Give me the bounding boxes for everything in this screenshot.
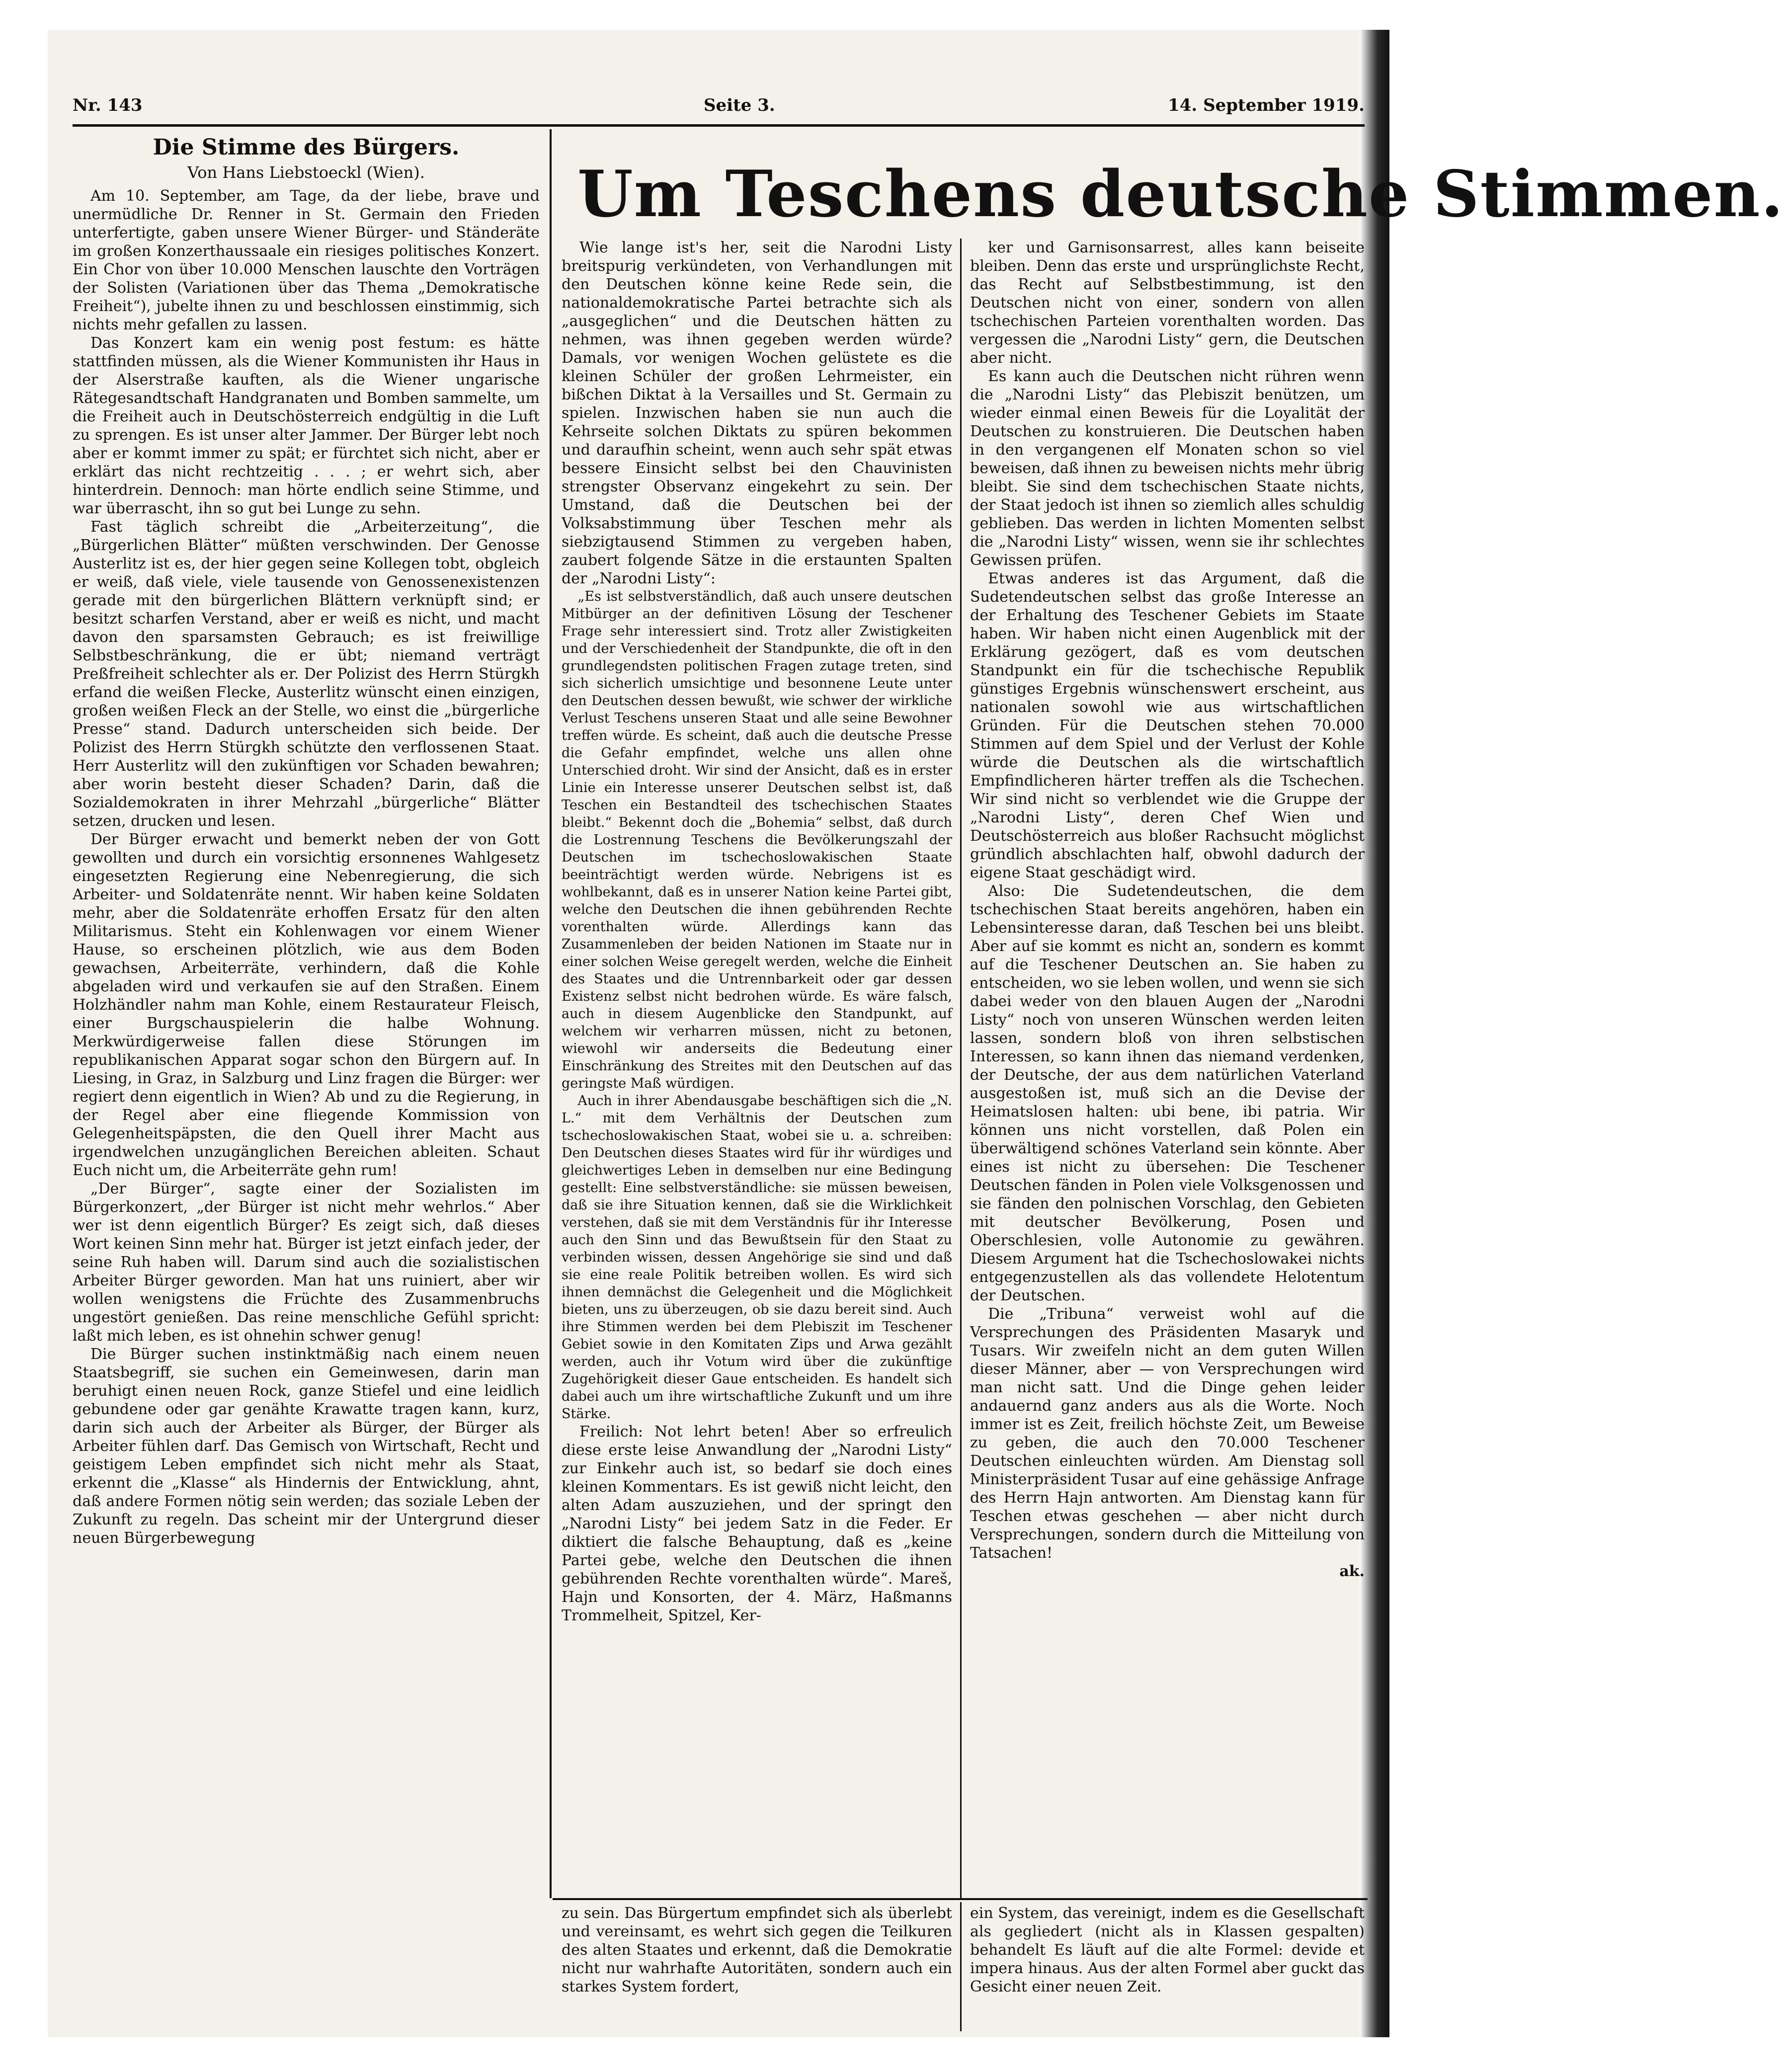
quoted-paragraph: „Es ist selbstverständlich, daß auch unsere deutschen Mitbürger an der definitiven Lösung der Teschener Frage sehr interessiert sind. Trotz aller Zwistigkeiten und der Verschiedenheit der Standpunkte, die oft in den grundlegendsten politischen Fragen zutage treten, sind sich sicherlich umsichtige und besonnene Leute unter den Deutschen dessen bewußt, wie schwer der wirkliche Verlust Teschens unseren Staat und alle seine Bewohner treffen würde. Es scheint, daß auch die deutsche Presse die Gefahr empfindet, welche uns allen ohne Unterschied droht. Wir sind der Ansicht, daß es in erster Linie ein Interesse unserer Deutschen selbst ist, daß Teschen ein Bestandteil des tschechischen Staates bleibt.“ Bekennt doch die „Bohemia“ selbst, daß durch die Lostrennung Teschens die Bevölkerungszahl der Deutschen im tschechoslowakischen Staate beeinträchtigt werden würde. Nebrigens ist es wohlbekannt, daß es in unserer Nation keine Partei gibt, welche den Deutschen die ihnen gebührenden Rechte vorenthalten würde. Allerdings kann das Zusammenleben der beiden Nationen im Staate nur in einer solchen Weise geregelt werden, welche die Einheit des Staates und die Untrennbarkeit oder gar dessen Existenz selbst nicht bedrohen würde. Es wäre falsch, auch in diesem Augenblicke den Standpunkt, auf welchem wir verharren müssen, nicht zu betonen, wiewohl wir anderseits die Bedeutung einer Einschränkung des Streites mit den Deutschen auf das geringste Maß würdigen. bbox=[562, 589, 952, 1091]
main-paragraph: Es kann auch die Deutschen nicht rühren wenn die „Narodni Listy“ das Plebiszit benützen, um wieder einmal einen Beweis für die Loyalität der Deutschen zu konstruieren. Die Deutschen haben in den vergangenen elf Monaten schon so viel beweisen, daß ihnen zu beweisen nichts mehr übrig bleibt. Sie sind dem tschechischen Staate nichts, der Staat jedoch ist ihnen so ziemlich alles schuldig geblieben. Das werden in lichten Momenten selbst die „Narodni Listy“ wissen, wenn sie ihr schlechtes Gewissen prüfen. bbox=[970, 368, 1365, 569]
main-article-col1 bbox=[562, 239, 952, 1896]
left-paragraph: Am 10. September, am Tage, da der liebe, brave und unermüdliche Dr. Renner in St. Germain den Frieden unterfertigte, gaben unsere Wiener Bürger- und Ständeräte im großen Konzerthaussaale ein riesiges politisches Konzert. Ein Chor von über 10.000 Menschen lauschte den Vorträgen der Solisten (Variationen über das Thema „Demokratische Freiheit“), jubelte ihnen zu und beschlossen einstimmig, sich nichts mehr gefallen zu lassen. bbox=[73, 187, 540, 333]
column-rule-middle bbox=[960, 239, 962, 1898]
left-article-title: Die Stimme des Bürgers. bbox=[153, 135, 460, 160]
main-headline: Um Teschens deutsche Stimmen. bbox=[577, 157, 1784, 232]
left-paragraph: Das Konzert kam ein wenig post festum: es hätte stattfinden müssen, als die Wiener Kommunisten ihr Haus in der Alserstraße kauften, als die Wiener ungarische Rätegesandtschaft Handgranaten und Bomben sammelte, um die Freiheit auch in Deutschösterreich endgültig in die Luft zu sprengen. Es ist unser alter Jammer. Der Bürger lebt noch aber er kommt immer zu spät; er fürchtet sich nicht, aber er erklärt das nicht rechtzeitig . . . ; er wehrt sich, aber hinterdrein. Dennoch: man hörte endlich seine Stimme, und war überrascht, ihn so gut bei Lunge zu sehn. bbox=[73, 334, 540, 517]
main-paragraph: Also: Die Sudetendeutschen, die dem tschechischen Staat bereits angehören, haben ein Lebensinteresse daran, daß Teschen bei uns bleibt. Aber auf sie kommt es nicht an, sondern es kommt auf die Teschener Deutschen an. Sie haben zu entscheiden, wo sie leben wollen, und wenn sie sich dabei weder von den blauen Augen der „Narodni Listy“ noch von unseren Wünschen werden leiten lassen, sondern bloß von ihren selbstischen Interessen, so kann ihnen das niemand verdenken, der Deutsche, der aus dem natürlichen Vaterland ausgestoßen ist, muß sich an die Devise der Heimatslosen halten: ubi bene, ibi patria. Wir können uns nicht vorstellen, daß Polen ein überwältigend schönes Vaterland sein könnte. Aber eines ist nicht zu übersehen: Die Teschener Deutschen fänden in Polen viele Volksgenossen und sie fänden den polnischen Vorschlag, den Gebieten mit deutscher Bevölkerung, Posen und Oberschlesien, volle Autonomie zu gewähren. Diesem Argument hat die Tschechoslowakei nichts entgegenzustellen als das vollendete Helotentum der Deutschen. bbox=[970, 882, 1365, 1304]
continuation-col2 bbox=[970, 1904, 1365, 2028]
left-paragraph: Die Bürger suchen instinktmäßig nach einem neuen Staatsbegriff, sie suchen ein Gemeinwesen, darin man beruhigt einen neuen Rock, ganze Stiefel und eine leidlich gebundene oder gar genähte Krawatte tragen kann, kurz, darin sich auch der Arbeiter als Bürger, der Bürger als Arbeiter fühlen darf. Das Gemisch von Wirtschaft, Recht und geistigem Leben empfindet sich nicht mehr als Staat, erkennt die „Klasse“ als Hindernis der Entwicklung, ahnt, daß andere Formen nötig sein werden; das soziale Leben der Zukunft zu regeln. Das scheint mir der Untergrund dieser neuen Bürgerbewegung bbox=[73, 1346, 540, 1547]
continuation-text: ein System, das vereinigt, indem es die Gesellschaft als gegliedert (nicht als in Klassen gespalten) behandelt Es läuft auf die alte Formel: devide et impera hinaus. Aus der alten Formel aber guckt das Gesicht einer neuen Zeit. bbox=[970, 1905, 1365, 1995]
issue-date: 14. September 1919. bbox=[1168, 95, 1365, 115]
column-rule-left bbox=[550, 129, 552, 1898]
main-paragraph: Wie lange ist's her, seit die Narodni Listy breitspurig verkündeten, von Verhandlungen mit den Deutschen könne keine Rede sein, die nationaldemokratische Partei betrachte sich als „ausgeglichen“ und die Deutschen hätten zu nehmen, was ihnen gegeben werden würde? Damals, vor wenigen Wochen gelüstete es die kleinen Schüler der großen Lehrmeister, ein bißchen Diktat à la Versailles und St. Germain zu spielen. Inzwischen haben sie nun auch die Kehrseite solchen Diktats zu spüren bekommen und daraufhin scheint, wenn auch sehr spät etwas bessere Einsicht selbst bei den Chauvinisten strengster Observanz eingekehrt zu sein. Der Umstand, daß die Deutschen bei der Volksabstimmung über Teschen mehr als siebzigtausend Stimmen zu vergeben haben, zaubert folgende Sätze in die erstaunten Spalten der „Narodni Listy“: bbox=[562, 239, 952, 587]
main-paragraph: ker und Garnisonsarrest, alles kann beiseite bleiben. Denn das erste und ursprünglichste Recht, das Recht auf Selbstbestimmung, ist den Deutschen nicht von einer, sondern von allen tschechischen Parteien vorenthalten worden. Das vergessen die „Narodni Listy“ gern, die Deutschen aber nicht. bbox=[970, 239, 1365, 367]
article-signature: ak. bbox=[1339, 1563, 1365, 1580]
continuation-col1 bbox=[562, 1904, 952, 2028]
article-end-rule bbox=[553, 1898, 1368, 1900]
page-header bbox=[73, 95, 1365, 125]
newspaper-page bbox=[48, 30, 1784, 2037]
left-article bbox=[73, 132, 540, 2035]
left-paragraph: „Der Bürger“, sagte einer der Sozialisten im Bürgerkonzert, „der Bürger ist nicht mehr wehrlos.“ Aber wer ist denn eigentlich Bürger? Es zeigt sich, daß dieses Wort keinen Sinn mehr hat. Bürger ist jetzt einfach jeder, der seine Ruh haben will. Darum sind auch die sozialistischen Arbeiter Bürger geworden. Man hat uns ruiniert, aber wir wollen wenigstens die Früchte des Zusammenbruchs ungestört genießen. Das reine menschliche Gefühl spricht: laßt mich leben, es ist ohnehin schwer genug! bbox=[73, 1180, 540, 1345]
continuation-text: zu sein. Das Bürgertum empfindet sich als überlebt und vereinsamt, es wehrt sich gegen die Teilkuren des alten Staates und erkennt, daß die Demokratie nicht nur wahrhafte Autoritäten, sondern auch ein starkes System fordert, bbox=[562, 1905, 952, 1995]
header-rule bbox=[73, 124, 1365, 127]
main-article-col2 bbox=[970, 239, 1365, 1896]
left-paragraph: Der Bürger erwacht und bemerkt neben der von Gott gewollten und durch ein vorsichtig ersonnenes Wahlgesetz eingesetzten Regierung eine Nebenregierung, die sich Arbeiter- und Soldatenräte nennt. Wir haben keine Soldaten mehr, aber die Soldatenräte erhoffen Ersatz für den alten Militarismus. Steht ein Kohlenwagen vor einem Wiener Hause, so erscheinen plötzlich, wie aus dem Boden gewachsen, Arbeiterräte, verhindern, daß die Kohle abgeladen wird und verkaufen sie auf den Straßen. Einem Holzhändler nahm man Kohle, einem Restaurateur Fleisch, einer Burgschauspielerin die halbe Wohnung. Merkwürdigerweise fallen diese Störungen im republikanischen Apparat sogar schon den Bürgern auf. In Liesing, in Graz, in Salzburg und Linz fragen die Bürger: wer regiert denn eigentlich in Wien? Ab und zu die Regierung, in der Regel aber eine fliegende Kommission von Gelegenheitspäpsten, die den Quell ihrer Macht aus irgendwelchen unzugänglichen Bereichen ableiten. Schaut Euch nicht um, die Arbeiterräte gehn rum! bbox=[73, 831, 540, 1179]
issue-number: Nr. 143 bbox=[73, 95, 143, 115]
left-paragraph: Fast täglich schreibt die „Arbeiterzeitung“, die „Bürgerlichen Blätter“ müßten verschwinden. Der Genosse Austerlitz ist es, der hier gegen seine Kollegen tobt, obgleich er weiß, daß viele, viele tausende von Genossenexistenzen gerade mit den bürgerlichen Blättern verknüpft sind; er besitzt scharfen Verstand, aber er weiß es nicht, und macht davon den sparsamsten Gebrauch; es ist freiwillige Selbstbeschränkung, die er übt; niemand verträgt Preßfreiheit schlechter als er. Der Polizist des Herrn Stürgkh erfand die weißen Flecke, Austerlitz wünscht einen einzigen, großen weißen Fleck an der Stelle, wo einst die „bürgerliche Presse“ stand. Dadurch unterscheiden sich beide. Der Polizist des Herrn Stürgkh schützte den verflossenen Staat. Herr Austerlitz will den zukünftigen vor Schaden bewahren; aber worin besteht dieser Schaden? Darin, daß die Sozialdemokraten in ihrer Mehrzahl „bürgerliche“ Blätter setzen, drucken und lesen. bbox=[73, 518, 540, 830]
main-paragraph: Die „Tribuna“ verweist wohl auf die Versprechungen des Präsidenten Masaryk und Tusars. Wir zweifeln nicht an dem guten Willen dieser Männer, aber — von Versprechungen wird man nicht satt. Und die Dinge gehen leider andauernd ganz anders aus als die Worte. Noch immer ist es Zeit, freilich höchste Zeit, um Beweise zu geben, die auch den 70.000 Teschener Deutschen einleuchten würden. Am Dienstag soll Ministerpräsident Tusar auf eine gehässige Anfrage des Herrn Hajn antworten. Am Dienstag kann für Teschen etwas geschehen — aber nicht durch Versprechungen, sondern durch die Mitteilung von Tatsachen! bbox=[970, 1305, 1365, 1562]
continuation-rule bbox=[960, 1902, 962, 2031]
main-paragraph: Etwas anderes ist das Argument, daß die Sudetendeutschen selbst das große Interesse an der Erhaltung des Teschener Gebiets im Staate haben. Wir haben nicht einen Augenblick mit der Erklärung gezögert, daß es vom deutschen Standpunkt ein für die tschechische Republik günstiges Ergebnis wünschenswert erscheint, aus nationalen sowohl wie aus wirtschaftlichen Gründen. Für die Deutschen stehen 70.000 Stimmen auf dem Spiel und der Verlust der Kohle würde die Deutschen als die wirtschaftlich Empfindlicheren härter treffen als die Tschechen. Wir sind nicht so verblendet wie die Gruppe der „Narodni Listy“, deren Chef Wien und Deutschösterreich aus bloßer Rachsucht möglichst gründlich abschlachten half, obwohl dadurch der eigene Staat geschädigt wird. bbox=[970, 570, 1365, 881]
main-paragraph: Freilich: Not lehrt beten! Aber so erfreulich diese erste leise Anwandlung der „Narodni Listy“ zur Einkehr auch ist, so bedarf sie doch eines kleinen Kommentars. Es ist gewiß nicht leicht, den alten Adam auszuziehen, und der springt den „Narodni Listy“ bei jedem Satz in die Feder. Er diktiert die falsche Behauptung, daß es „keine Partei gebe, welche den Deutschen die ihnen gebührenden Rechte vorenthalten würde“. Mareš, Hajn und Konsorten, der 4. März, Haßmanns Trommelheit, Spitzel, Ker- bbox=[562, 1423, 952, 1624]
page-number: Seite 3. bbox=[704, 95, 775, 115]
quoted-paragraph: Auch in ihrer Abendausgabe beschäftigen sich die „N. L.“ mit dem Verhältnis der Deutschen zum tschechoslowakischen Staat, wobei sie u. a. schreiben: Den Deutschen dieses Staates wird für ihr würdiges und gleichwertiges Leben in demselben nur eine Bedingung gestellt: Eine selbstverständliche: sie müssen beweisen, daß sie ihre Situation kennen, daß sie die Wirklichkeit verstehen, daß sie mit dem Verständnis für ihr Interesse auch den Sinn und das Bewußtsein für den Staat zu verbinden wissen, dessen Angehörige sie sind und daß sie eine reale Politik betreiben wollen. Es wird sich ihnen demnächst die Gelegenheit und die Möglichkeit bieten, uns zu überzeugen, ob sie dazu bereit sind. Auch ihre Stimmen werden bei dem Plebiszit im Teschener Gebiet sowie in den Komitaten Zips und Arwa gezählt werden, auch ihr Votum wird über die zukünftige Zugehörigkeit dieser Gaue entscheiden. Es handelt sich dabei auch um ihre wirtschaftliche Zukunft und um ihre Stärke. bbox=[562, 1093, 952, 1422]
left-article-byline: Von Hans Liebstoeckl (Wien). bbox=[187, 163, 425, 182]
